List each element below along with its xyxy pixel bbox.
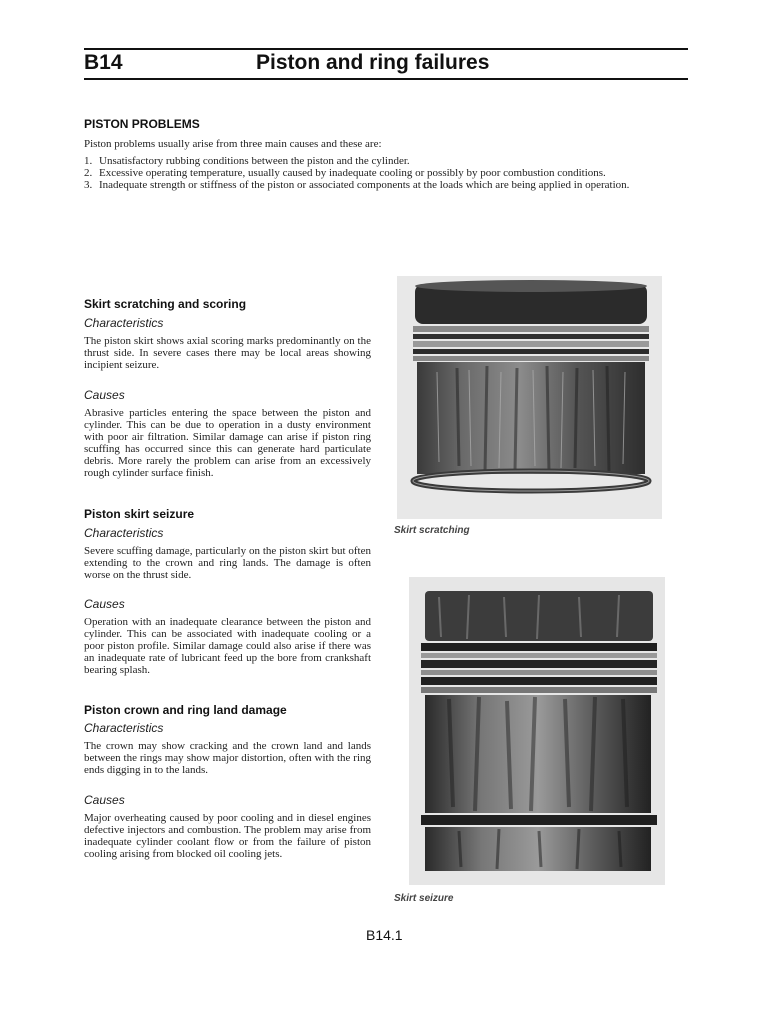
skirt-seizure-photo <box>409 577 665 885</box>
causes-list <box>84 155 688 191</box>
section-title: Piston skirt seizure <box>84 507 195 521</box>
skirt-scratching-photo <box>397 276 662 519</box>
header-top-rule <box>84 48 688 50</box>
intro-lead: Piston problems usually arise from three main causes and these are: <box>84 138 382 150</box>
section-title: Piston crown and ring land damage <box>84 703 287 717</box>
intro-heading: PISTON PROBLEMS <box>84 117 200 131</box>
characteristics-text: Severe scuffing damage, particularly on the piston skirt but often extending to the crown and ring lands. The damage is often worse on the thrust side. <box>84 545 371 581</box>
list-item-number: 3. <box>84 179 93 191</box>
list-item-number: 1. <box>84 155 93 167</box>
causes-label: Causes <box>84 388 125 402</box>
causes-text: Major overheating caused by poor cooling and in diesel engines defective injectors and combustion. The problem may arise from inadequate cylinder coolant flow or from the failure of piston cooling arising from blocked oil cooling jets. <box>84 812 371 860</box>
list-item-number: 2. <box>84 167 93 179</box>
list-item <box>84 167 688 179</box>
page-title: Piston and ring failures <box>256 51 490 74</box>
list-item-text: Excessive operating temperature, usually caused by inadequate cooling or possibly by poor combustion conditions. <box>99 167 606 179</box>
causes-text: Abrasive particles entering the space between the piston and cylinder. This can be due to operation in a dusty environment with poor air filtration. Similar damage can arise if piston ring scuffing has occurred since this can generate hard particulate debris. More rarely the problem can arise from an excessively rough cylinder surface finish. <box>84 407 371 479</box>
causes-text: Operation with an inadequate clearance between the piston and cylinder. This can be associated with inadequate cooling or a poor piston profile. Similar damage could also arise if there was an inadequate rate of lubricant feed up the bore from crankshaft bearing splash. <box>84 616 371 676</box>
section-code: B14 <box>84 51 123 74</box>
figure-caption: Skirt seizure <box>394 893 454 904</box>
characteristics-label: Characteristics <box>84 721 164 735</box>
characteristics-text: The crown may show cracking and the crown land and lands between the rings may show major distortion, often with the ring ends digging in to the lands. <box>84 740 371 776</box>
header-bottom-rule <box>84 78 688 80</box>
list-item-text: Unsatisfactory rubbing conditions between the piston and the cylinder. <box>99 155 410 167</box>
characteristics-label: Characteristics <box>84 316 164 330</box>
list-item-text: Inadequate strength or stiffness of the piston or associated components at the loads which are being applied in operation. <box>99 179 630 191</box>
causes-label: Causes <box>84 793 125 807</box>
page-number: B14.1 <box>366 927 403 943</box>
section-title: Skirt scratching and scoring <box>84 297 247 311</box>
list-item <box>84 155 688 167</box>
characteristics-text: The piston skirt shows axial scoring marks predominantly on the thrust side. In severe cases there may be local areas showing incipient seizure. <box>84 335 371 371</box>
causes-label: Causes <box>84 597 125 611</box>
list-item <box>84 179 688 191</box>
characteristics-label: Characteristics <box>84 526 164 540</box>
figure-caption: Skirt scratching <box>394 525 470 536</box>
